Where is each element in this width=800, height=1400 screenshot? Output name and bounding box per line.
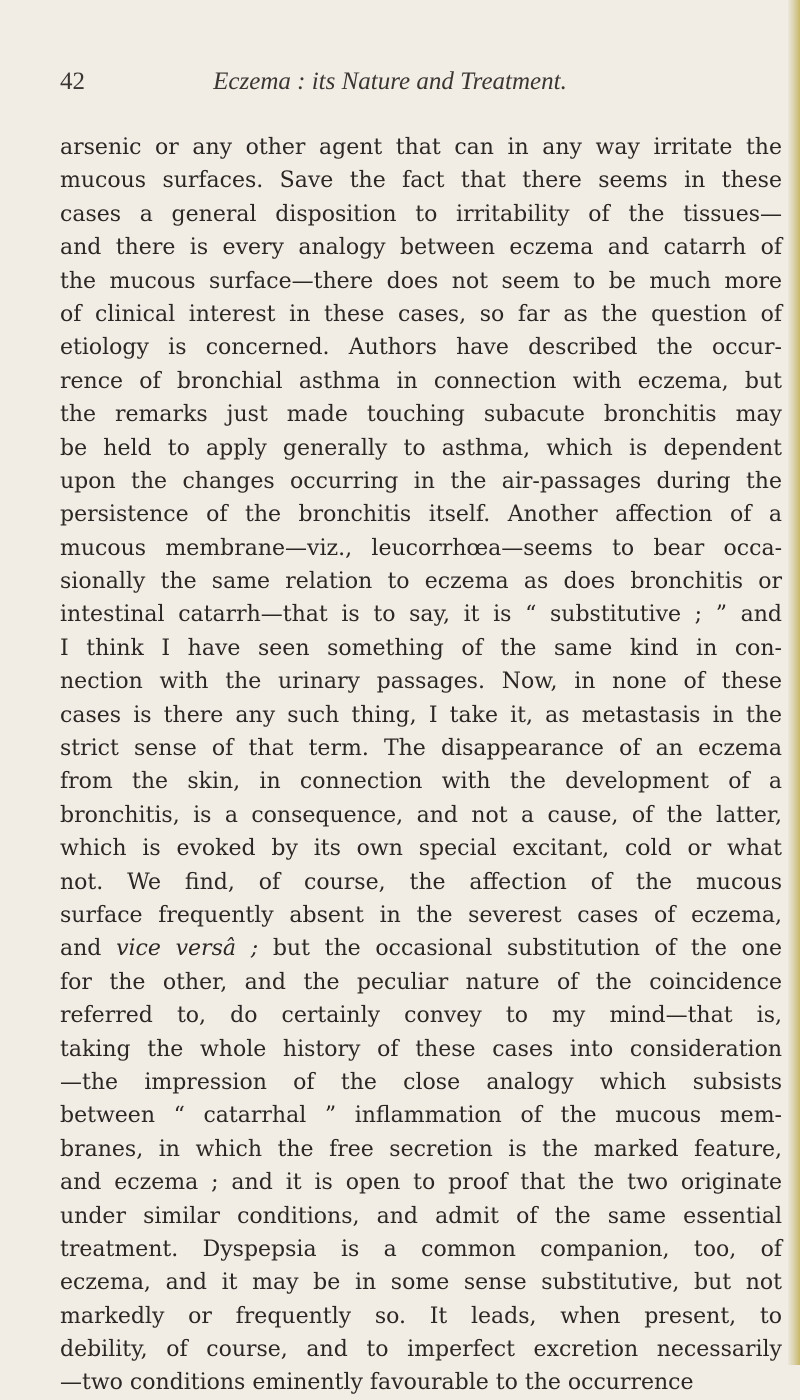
text-line: between “ catarrhal ” inflammation of the mucous mem- [60,1103,782,1129]
text-line: surface frequently absent in the severest cases of eczema, [60,902,782,928]
text-line: the remarks just made touching subacute bronchitis may [60,402,782,428]
text-line: and there is every analogy between eczema and catarrh of [60,235,782,261]
text-line: not. We find, of course, the affection of the mucous [60,869,782,895]
text-line: markedly or frequently so. It leads, when present, to [60,1303,782,1329]
text-line: branes, in which the free secretion is the marked feature, [60,1136,782,1162]
page-header [60,68,720,108]
text-line: persistence of the bronchitis itself. Another affection of a [60,502,782,528]
text-line: —the impression of the close analogy which subsists [60,1069,782,1095]
text-line: from the skin, in connection with the development of a [60,769,782,795]
text-line: rence of bronchial asthma in connection with eczema, but [60,368,782,394]
body-text [60,131,782,1400]
text-line: of clinical interest in these cases, so far as the question of [60,301,782,327]
text-line: treatment. Dyspepsia is a common companion, too, of [60,1236,782,1262]
text-line: cases a general disposition to irritability of the tissues— [60,201,782,227]
text-line: upon the changes occurring in the air-passages during the [60,468,782,494]
text-line: and vice versâ ; but the occasional substitution of the one [60,936,782,962]
text-line: be held to apply generally to asthma, which is dependent [60,435,782,461]
text-line: nection with the urinary passages. Now, in none of these [60,669,782,695]
text-line: referred to, do certainly convey to my mind—that is, [60,1003,782,1029]
text-line: bronchitis, is a consequence, and not a cause, of the latter, [60,802,782,828]
text-line: cases is there any such thing, I take it, as metastasis in the [60,702,782,728]
text-line: etiology is concerned. Authors have described the occur- [60,335,782,361]
text-line: strict sense of that term. The disappearance of an eczema [60,736,782,762]
page-edge [788,0,800,1365]
text-line: and eczema ; and it is open to proof that the two originate [60,1170,782,1196]
text-line: —two conditions eminently favourable to the occurrence [60,1370,694,1396]
text-line: the mucous surface—there does not seem to be much more [60,268,782,294]
text-line: intestinal catarrh—that is to say, it is “ substitutive ; ” and [60,602,782,628]
page-number: 42 [60,68,85,95]
text-line: for the other, and the peculiar nature of the coincidence [60,969,782,995]
text-line: eczema, and it may be in some sense substitutive, but not [60,1270,782,1296]
text-line: mucous surfaces. Save the fact that there seems in these [60,168,782,194]
text-line: which is evoked by its own special excitant, cold or what [60,836,782,862]
text-line: sionally the same relation to eczema as does bronchitis or [60,569,782,595]
text-line: taking the whole history of these cases into consideration [60,1036,782,1062]
text-line: debility, of course, and to imperfect excretion necessarily [60,1337,782,1363]
text-line: under similar conditions, and admit of the same essential [60,1203,782,1229]
text-line: mucous membrane—viz., leucorrhœa—seems to bear occa- [60,535,782,561]
text-line: I think I have seen something of the same kind in con- [60,635,782,661]
running-title: Eczema : its Nature and Treatment. [213,68,567,95]
text-line: arsenic or any other agent that can in any way irritate the [60,135,782,160]
